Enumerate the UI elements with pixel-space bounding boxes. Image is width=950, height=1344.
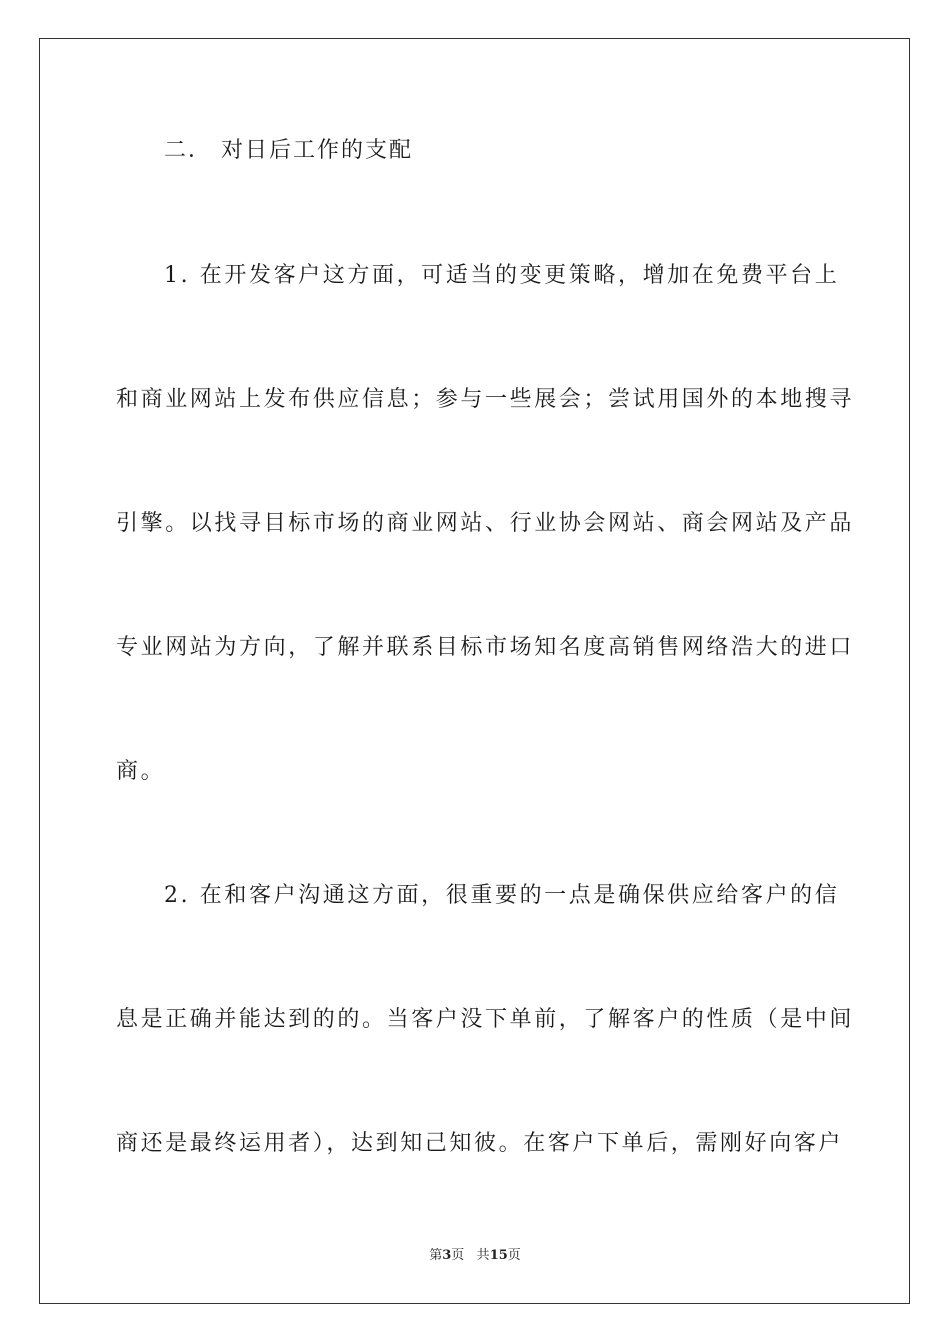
- paragraph-line: 引擎。以找寻目标市场的商业网站、行业协会网站、商会网站及产品: [116, 511, 855, 536]
- paragraph-line: 商还是最终运用者），达到知己知彼。在客户下单后，需刚好向客户: [116, 1131, 844, 1156]
- total-suffix: 页: [507, 1248, 521, 1263]
- page-current: 3: [442, 1248, 452, 1263]
- page-border: [39, 38, 910, 1304]
- paragraph-line: 1. 在开发客户这方面，可适当的变更策略，增加在免费平台上: [164, 263, 840, 288]
- paragraph-line: 息是正确并能达到的的。当客户没下单前，了解客户的性质（是中间: [116, 1007, 855, 1032]
- paragraph-line: 2. 在和客户沟通这方面，很重要的一点是确保供应给客户的信: [164, 883, 840, 908]
- total-prefix: 共: [476, 1248, 490, 1263]
- section-heading: 二． 对日后工作的支配: [164, 138, 413, 163]
- page-footer: [0, 1248, 950, 1264]
- page-prefix: 第: [429, 1248, 443, 1263]
- paragraph-line: 专业网站为方向，了解并联系目标市场知名度高销售网络浩大的进口: [116, 635, 855, 660]
- page-suffix: 页: [451, 1248, 465, 1263]
- paragraph-line: 和商业网站上发布供应信息；参与一些展会；尝试用国外的本地搜寻: [116, 387, 855, 412]
- page-total: 15: [489, 1248, 508, 1263]
- paragraph-line: 商。: [116, 759, 166, 784]
